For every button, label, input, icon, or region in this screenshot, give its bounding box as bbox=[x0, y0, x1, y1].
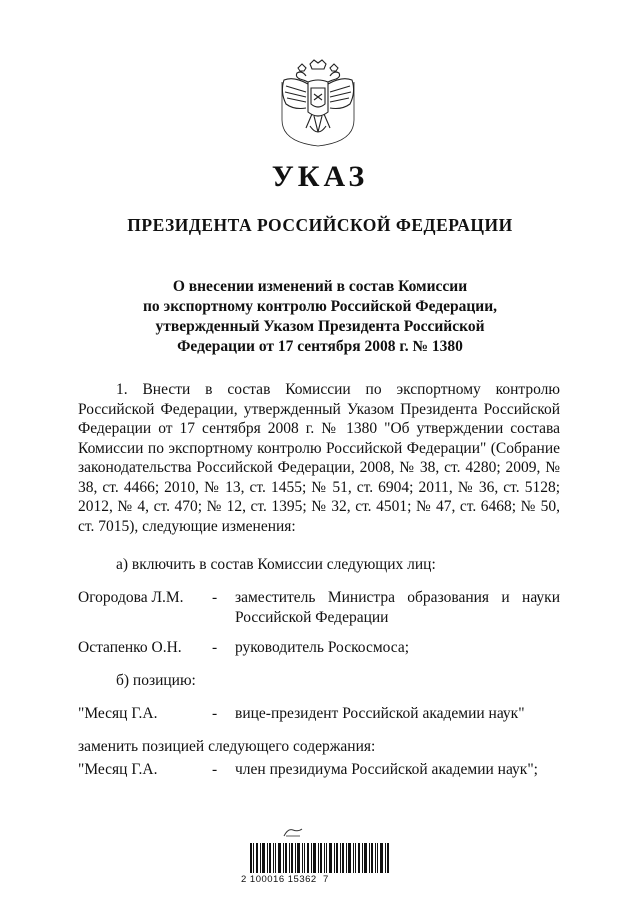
seal-mark-icon bbox=[282, 826, 304, 838]
heading-line: по экспортному контролю Российской Федерации, bbox=[142, 298, 498, 315]
dash-separator: - bbox=[212, 761, 218, 778]
decree-heading bbox=[110, 277, 530, 357]
heading-line: утвержденный Указом Президента Российской bbox=[155, 318, 485, 335]
subpoint-a: а) включить в состав Комиссии следующих лиц: bbox=[116, 556, 436, 573]
person-position: вице-президент Российской академии наук" bbox=[235, 705, 525, 722]
replace-text: заменить позицией следующего содержания: bbox=[78, 738, 376, 755]
person-name: Остапенко О.Н. bbox=[78, 639, 182, 656]
person-name: "Месяц Г.А. bbox=[78, 761, 158, 778]
person-row bbox=[78, 638, 560, 658]
person-name: Огородова Л.М. bbox=[78, 589, 184, 606]
dash-separator: - bbox=[212, 639, 218, 656]
barcode-number: 2 100016 15362 7 bbox=[241, 874, 329, 885]
russian-coat-of-arms-icon bbox=[276, 58, 360, 148]
paragraph-1: 1. Внести в состав Комиссии по экспортному контролю Российской Федерации, утвержденный Указом Президента Российской Федерации от 17 сентября 2008 г. № 1380 "Об утверждении состава Комиссии по экспортному контролю Российской Федерации" (Собрание законодательства Российской Федерации, 2008, № 38, ст. 4280; 2009, № 38, ст. 4466; 2010, № 13, ст. 1455; № 51, ст. 6904; 2011, № 36, ст. 5128; 2012, № 4, ст. 470; № 12, ст. 1395; № 32, ст. 4501; № 47, ст. 6468; № 50, ст. 7015), следующие изменения: bbox=[78, 381, 560, 535]
person-row bbox=[78, 588, 560, 628]
old-position-row bbox=[78, 704, 560, 724]
dash-separator: - bbox=[212, 589, 218, 606]
heading-line: О внесении изменений в состав Комиссии bbox=[172, 278, 468, 295]
dash-separator: - bbox=[212, 705, 218, 722]
person-position: заместитель Министра образования и науки Российской Федерации bbox=[235, 589, 560, 626]
subpoint-b: б) позицию: bbox=[116, 672, 196, 689]
person-name: "Месяц Г.А. bbox=[78, 705, 158, 722]
document-subtitle: ПРЕЗИДЕНТА РОССИЙСКОЙ ФЕДЕРАЦИИ bbox=[127, 215, 513, 235]
barcode-icon bbox=[250, 843, 390, 873]
document-title: УКАЗ bbox=[271, 160, 369, 193]
person-position: член президиума Российской академии наук"; bbox=[235, 761, 538, 778]
heading-line: Федерации от 17 сентября 2008 г. № 1380 bbox=[177, 338, 463, 355]
new-position-row bbox=[78, 760, 560, 780]
person-position: руководитель Роскосмоса; bbox=[235, 639, 410, 656]
